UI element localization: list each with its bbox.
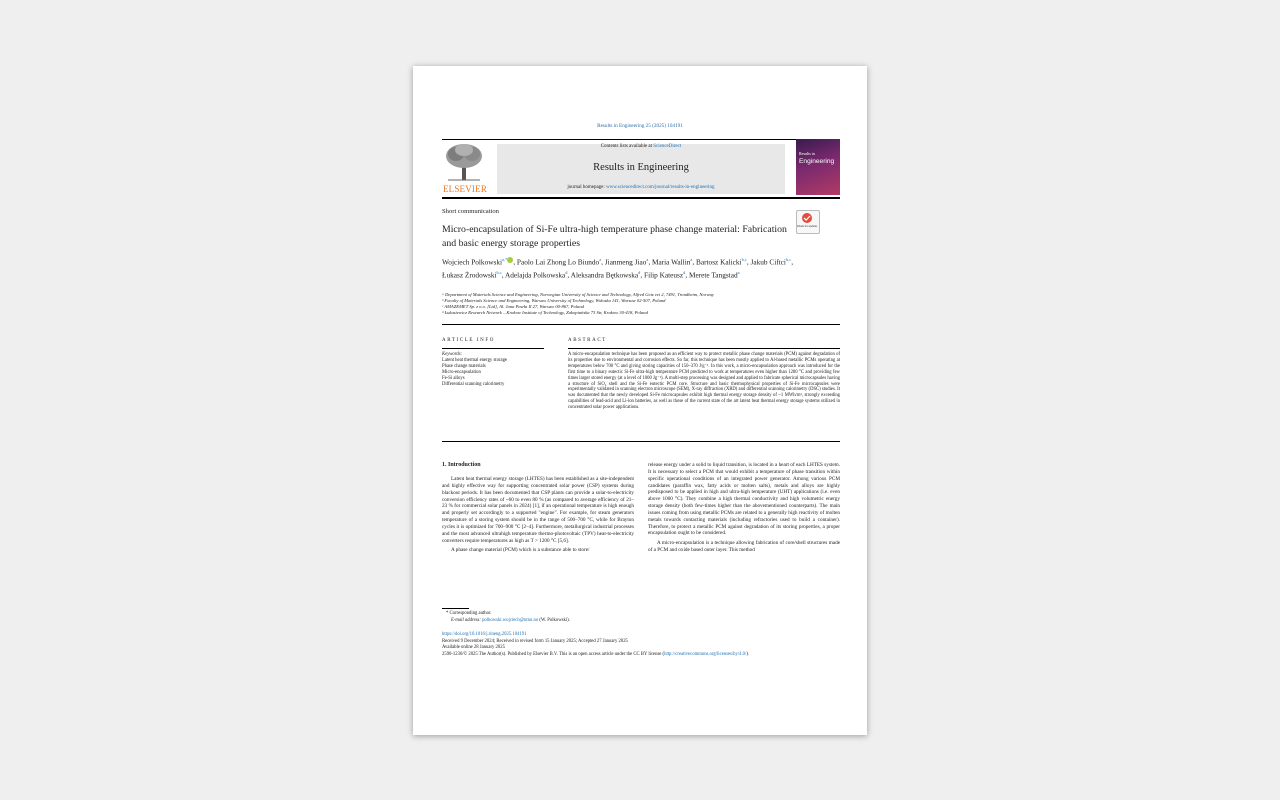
keywords-label: Keywords: bbox=[442, 352, 463, 357]
contents-line bbox=[497, 144, 785, 149]
author-name[interactable]: Maria Wallin bbox=[651, 257, 691, 267]
citation-link[interactable]: Results in Engineering 25 (2025) 104191 bbox=[597, 123, 683, 129]
author-separator: , bbox=[640, 270, 645, 280]
author-separator: , bbox=[513, 257, 517, 267]
keyword: Latent heat thermal energy storage bbox=[442, 357, 507, 363]
abstract-rule bbox=[568, 348, 840, 349]
affiliation-list bbox=[442, 292, 840, 316]
article-info-heading: ARTICLE INFO bbox=[442, 338, 495, 343]
keyword-list bbox=[442, 358, 562, 388]
abstract-bottom-rule bbox=[442, 441, 840, 442]
publisher-name: ELSEVIER bbox=[442, 184, 488, 194]
affiliation-rule bbox=[442, 324, 840, 325]
author-name[interactable]: Jakub Ciftci bbox=[750, 257, 786, 267]
elsevier-tree-icon bbox=[442, 142, 486, 182]
footnote bbox=[442, 611, 570, 624]
author-separator: , bbox=[601, 257, 605, 267]
author-separator: , bbox=[685, 270, 689, 280]
introduction-heading: 1. Introduction bbox=[442, 462, 481, 468]
header-rule bbox=[442, 139, 840, 140]
author-affiliation-marker[interactable]: d bbox=[638, 269, 641, 275]
license-suffix: ). bbox=[746, 651, 750, 657]
keywords-block bbox=[442, 352, 562, 387]
article-title: Micro-encapsulation of Si-Fe ultra-high temperature phase change material: Fabrication and basic energy storage properties bbox=[442, 224, 787, 249]
author-affiliation-marker[interactable]: b,c bbox=[785, 257, 792, 262]
abstract-heading: ABSTRACT bbox=[568, 338, 607, 343]
contents-prefix: Contents lists available at bbox=[600, 144, 654, 149]
homepage-line bbox=[497, 185, 785, 190]
journal-title: Results in Engineering bbox=[593, 162, 689, 173]
author-separator: , bbox=[791, 257, 794, 267]
author-affiliation-marker[interactable]: b,c bbox=[496, 269, 502, 275]
masthead-rule bbox=[442, 197, 840, 199]
author-name[interactable]: Bartosz Kalicki bbox=[695, 257, 742, 267]
author-separator: , bbox=[567, 270, 571, 280]
keyword: Differential scanning calorimetry bbox=[442, 381, 505, 387]
footnote-rule bbox=[442, 608, 469, 609]
author-affiliation-marker[interactable]: a bbox=[690, 257, 693, 262]
introduction-column-right bbox=[648, 462, 840, 554]
email-suffix: (W. Polkowski). bbox=[538, 617, 570, 623]
affiliation: ᶜ AMAZEMET Sp. z o.o. [Ltd], Al. Jana Pawła II 27, Warsaw 00-867, Poland bbox=[442, 304, 584, 309]
author-name[interactable]: Merete Tangstad bbox=[689, 270, 738, 280]
body-paragraph: A phase change material (PCM) which is a substance able to store/ bbox=[451, 547, 590, 554]
author-list bbox=[442, 255, 802, 281]
introduction-column-left bbox=[442, 476, 634, 554]
keyword: Fe-Si alloys bbox=[442, 375, 465, 381]
check-updates-icon bbox=[801, 212, 813, 224]
email-label: E-mail address: bbox=[451, 617, 483, 623]
author-affiliation-marker[interactable]: a bbox=[646, 257, 649, 262]
received-dates: Received 9 December 2024; Received in revised form 15 January 2025; Accepted 27 January 2025 bbox=[442, 638, 628, 644]
available-online: Available online 28 January 2025 bbox=[442, 645, 505, 651]
author-affiliation-marker[interactable]: a bbox=[737, 269, 740, 275]
body-paragraph: release energy under a solid to liquid transition, is located in a heart of each LHTES system. It is necessary to select a PCM that would exhibit a temperature of phase transition within specific operational conditions of an integrated power generator. Among various PCM candidates (paraffin wax, fatty acids or molten salts), metals and alloys are highly predisposed to be applied in high and ultra-high temperature (UHT) applications (i.e. even above 1000 °C). They combine a high thermal conductivity and high volumetric energy storage density (both few-times higher than the abovementioned counterparts). The main issues coming from using metallic PCMs are related to a generally high reactivity of molten metals towards contacting materials (including refractories used to build a container). Therefore, to protect a metallic PCM against degradation of its storing properties, a proper encapsulation ought to be considered. bbox=[648, 462, 840, 537]
author-affiliation-marker[interactable]: d bbox=[683, 269, 686, 275]
publication-info bbox=[442, 632, 852, 658]
corresponding-author: * Corresponding author. bbox=[446, 611, 492, 616]
body-paragraph: A micro-encapsulation is a technique allowing fabrication of core/shell structures made of a PCM and oxide based outer layer. This method bbox=[648, 540, 840, 554]
homepage-prefix: journal homepage: bbox=[567, 185, 607, 190]
pdf-page bbox=[413, 66, 867, 735]
doi-link[interactable]: https://doi.org/10.1016/j.rineng.2025.104191 bbox=[442, 632, 527, 637]
homepage-link[interactable]: www.sciencedirect.com/journal/results-in-engineering bbox=[606, 185, 715, 190]
author-affiliation-marker[interactable]: a,* bbox=[502, 257, 508, 262]
license-line bbox=[442, 652, 852, 659]
keyword: Micro-encapsulation bbox=[442, 369, 481, 375]
check-updates-label: Check for updates bbox=[796, 225, 818, 228]
author-name[interactable]: Aleksandra Bętkowska bbox=[570, 270, 639, 280]
keyword: Phase change materials bbox=[442, 363, 486, 369]
info-rule bbox=[442, 348, 544, 349]
email-line bbox=[442, 618, 570, 625]
email-link[interactable]: polkowski.wojciech@ntnu.no bbox=[482, 617, 539, 623]
author-separator: , bbox=[692, 257, 696, 267]
author-separator: , bbox=[746, 257, 751, 267]
abstract-text: A micro-encapsulation technique has been proposed as an efficient way to protect metallic phase change materials (PCM) against degradation of its properties due to environmental and corrosion effects. So far, this technique has been mostly applied to Al-based metallic PCMs operating at temperatures below 700 °C and giving storing capacities of 150–370 J/g⁻¹. In this work, a micro-encapsulation approach was introduced for the first time to a binary eutectic Si-Fe ultra-high temperature PCM predicted to work at temperatures even higher than 1200 °C and providing few times larger stored energy (at a level of 1000 Jg⁻¹). A multi-step processing was designed and applied to fabricate spherical microcapsules having a structure of SiO₂ shell and the Si-Fe eutectic PCM core. Structure and basic thermophysical properties of Si-Fe microcapsules were experimentally validated in scanning electron microscope (SEM), X-ray diffraction (XRD) and differential scanning calorimetry (DSC) studies. It was documented that the newly developed Si-Fe microcapsules exhibit high thermal energy storage density of ~1 MWh/m³, strongly exceeding capabilities of lead-acid and Li-ion batteries, as well as those of the current state of the art latent heat thermal energy storage systems utilized in concentrated solar power applications. bbox=[568, 352, 840, 411]
author-affiliation-marker[interactable]: b,c bbox=[741, 257, 747, 262]
affiliation: ᵃ Department of Materials Science and Engineering, Norwegian University of Science and Technology, Alfred Getz vei 2, 7491, Trondheim, Norway bbox=[442, 292, 714, 297]
author-name[interactable]: Łukasz Żrodowski bbox=[442, 270, 497, 280]
body-paragraph: Latent heat thermal energy storage (LHTES) has been established as a site-independent and highly effective way for supporting concentrated solar power (CSP) systems during blackout periods. It has been documented that CSP plants can provide a solar-to-electricity conversion efficiency rates of ~60 to even 80 % (as compared to average efficiency of 21–23 % for commercial solar panels in 2024) [1], if an operational temperature is high enough and properly set accordingly to a supported "engine". For example, for steam generators temperature of a storing system should be in the range of 500–700 °C, while for Brayton cycles it is optimized for 700–900 °C [2–4]. Furthermore, metallurgical industrial processes and the most advanced ultrahigh temperature thermo-photovoltaic (TPV) heat-to-electricity converters require temperatures as high as T > 1200 °C [5,6]. bbox=[442, 476, 634, 544]
author-name[interactable]: Wojciech Polkowski bbox=[442, 257, 503, 267]
author-name[interactable]: Paolo Lai Zhong Lo Biundo bbox=[516, 257, 600, 267]
sciencedirect-link[interactable]: ScienceDirect bbox=[653, 144, 682, 149]
cover-text-large: Engineering bbox=[799, 158, 835, 165]
article-type: Short communication bbox=[442, 208, 499, 215]
author-affiliation-marker[interactable]: d bbox=[565, 269, 568, 275]
cover-text-small: Results in bbox=[799, 151, 815, 156]
affiliation: ᵇ Faculty of Materials Science and Engineering, Warsaw University of Technology, Wołoska 141, Warsaw 02-507, Poland bbox=[442, 298, 666, 303]
author-separator: , bbox=[501, 270, 506, 280]
author-affiliation-marker[interactable]: a bbox=[599, 257, 602, 262]
author-name[interactable]: Jianmeng Jiao bbox=[604, 257, 647, 267]
author-separator: , bbox=[648, 257, 652, 267]
author-name[interactable]: Filip Kateusz bbox=[644, 270, 684, 280]
license-prefix: 2590-1230/© 2025 The Author(s). Published by Elsevier B.V. This is an open access article under the CC BY license ( bbox=[442, 651, 665, 657]
journal-cover[interactable] bbox=[796, 139, 840, 195]
affiliation: ᵈ Łukasiewicz Research Network – Krakow Institute of Technology, Zakopiańska 73 Str, Krakow 30-418, Poland bbox=[442, 310, 648, 315]
author-name[interactable]: Adelajda Polkowska bbox=[505, 270, 566, 280]
license-link[interactable]: http://creativecommons.org/licenses/by/4.0/ bbox=[664, 651, 747, 657]
